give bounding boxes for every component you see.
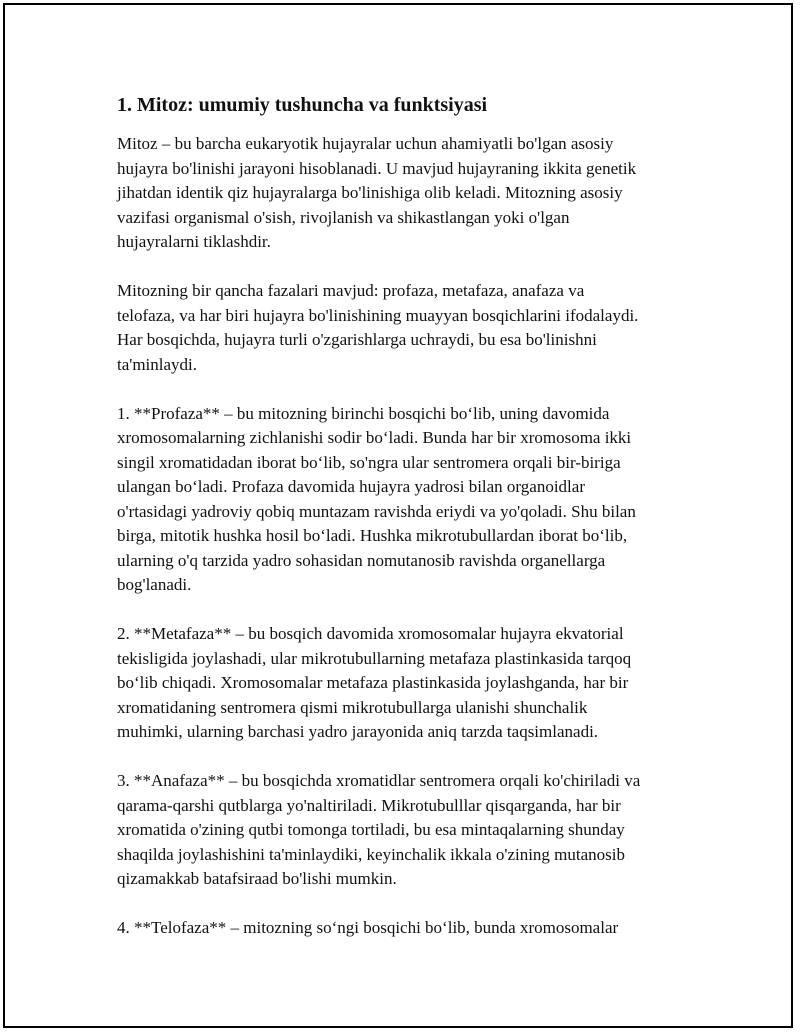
text-line: qizamakkab batafsiraad bo'lishi mumkin. — [117, 869, 397, 888]
text-line: bo‘lib chiqadi. Xromosomalar metafaza plastinkasida joylashganda, har bir — [117, 673, 629, 692]
text-line: bog'lanadi. — [117, 575, 192, 594]
paragraph — [117, 622, 697, 745]
text-line: xromatida o'zining qutbi tomonga tortiladi, bu esa mintaqalarning shunday — [117, 820, 625, 839]
paragraph — [117, 132, 697, 255]
text-line: jihatdan identik qiz hujayralarga bo'linishiga olib keladi. Mitozning asosiy — [117, 183, 623, 202]
paragraph-list — [117, 132, 697, 941]
text-line: 1. **Profaza** – bu mitozning birinchi bosqichi bo‘lib, uning davomida — [117, 403, 610, 423]
paragraph — [117, 916, 697, 941]
text-line: 2. **Metafaza** – bu bosqich davomida xromosomalar hujayra ekvatorial — [117, 624, 624, 643]
text-line: ularning o'q tarzida yadro sohasidan nomutanosib ravishda organellarga — [117, 550, 606, 570]
text-line: qarama-qarshi qutblarga yo'naltiriladi. Mikrotubulllar qisqarganda, har bir — [117, 795, 621, 815]
document-title: 1. Mitoz: umumiy tushuncha va funktsiyasi — [117, 94, 488, 116]
text-line: telofaza, va har biri hujayra bo'linishining muayyan bosqichlarini ifodalaydi. — [117, 305, 639, 325]
text-line: hujayralarni tiklashdir. — [117, 232, 271, 251]
text-line: 4. **Telofaza** – mitozning so‘ngi bosqichi bo‘lib, bunda xromosomalar — [117, 918, 619, 937]
text-line: Mitozning bir qancha fazalari mavjud: profaza, metafaza, anafaza va — [117, 281, 585, 300]
text-line: 3. **Anafaza** – bu bosqichda xromatidlar sentromera orqali ko'chiriladi va — [117, 771, 641, 790]
document-body — [117, 92, 697, 941]
paragraph — [117, 402, 697, 598]
text-line: Har bosqichda, hujayra turli o'zgarishlarga uchraydi, bu esa bo'linishni — [117, 330, 597, 349]
text-line: o'rtasidagi yadroviy qobiq muntazam ravishda eriydi va yo'qoladi. Shu bilan — [117, 501, 636, 521]
text-line: Mitoz – bu barcha eukaryotik hujayralar uchun ahamiyatli bo'lgan asosiy — [117, 134, 614, 153]
text-line: vazifasi organismal o'sish, rivojlanish va shikastlangan yoki o'lgan — [117, 207, 570, 227]
text-line: ulangan bo‘ladi. Profaza davomida hujayra yadrosi bilan organoidlar — [117, 477, 585, 496]
text-line: singil xromatidadan iborat bo‘lib, so'ngra ular sentromera orqali bir-biriga — [117, 452, 621, 472]
text-line: tekisligida joylashadi, ular mikrotubullarning metafaza plastinkasida tarqoq — [117, 648, 632, 668]
paragraph — [117, 769, 697, 892]
text-line: xromosomalarning zichlanishi sodir bo‘ladi. Bunda har bir xromosoma ikki — [117, 428, 632, 447]
text-line: muhimki, ularning barchasi yadro jarayonida aniq tarzda taqsimlanadi. — [117, 722, 599, 741]
text-line: ta'minlaydi. — [117, 354, 198, 374]
text-line: hujayra bo'linishi jarayoni hisoblanadi. U mavjud hujayraning ikkita genetik — [117, 158, 637, 178]
text-line: birga, mitotik hushka hosil bo‘ladi. Hushka mikrotubullardan iborat bo‘lib, — [117, 526, 628, 545]
text-line: xromatidaning sentromera qismi mikrotubullarga ulanishi shunchalik — [117, 697, 588, 717]
paragraph — [117, 279, 697, 377]
text-line: shaqilda joylashishini ta'minlaydiki, keyinchalik ikkala o'zining mutanosib — [117, 844, 626, 864]
